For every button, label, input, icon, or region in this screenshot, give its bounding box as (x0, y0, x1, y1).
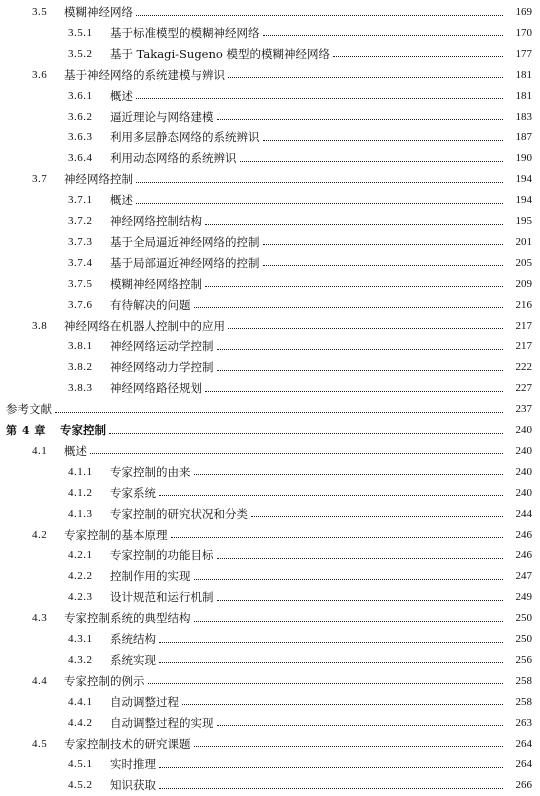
page-number: 181 (515, 68, 532, 81)
section-title: 概述 (110, 88, 133, 103)
section-title: 利用动态网络的系统辨识 (110, 151, 237, 166)
section-number: 3.6 (32, 68, 48, 81)
toc-entry (0, 106, 540, 128)
section-number: 4.5.1 (68, 758, 93, 771)
dot-leader (205, 212, 503, 225)
toc-entry (0, 64, 540, 86)
toc-entry (0, 168, 540, 190)
dot-leader (182, 692, 503, 705)
section-title: 概述 (110, 193, 133, 208)
toc-entry (0, 649, 540, 671)
page-number: 246 (515, 528, 532, 541)
dot-leader (136, 191, 503, 204)
page-number: 244 (515, 507, 532, 520)
toc-entry (0, 147, 540, 169)
section-title: 概述 (64, 443, 87, 458)
page-number: 190 (515, 152, 532, 165)
toc-entry (0, 315, 540, 337)
section-title: 有待解决的问题 (110, 297, 191, 312)
page-number: 183 (515, 110, 532, 123)
section-title: 系统结构 (110, 632, 156, 646)
toc-entry (0, 691, 540, 713)
page-number: 250 (515, 612, 532, 625)
toc-entry (0, 231, 540, 253)
dot-leader (136, 86, 503, 99)
toc-entry (0, 377, 540, 399)
dot-leader (263, 23, 504, 36)
section-title: 基于神经网络的系统建模与辨识 (64, 67, 225, 82)
page-number: 227 (515, 382, 532, 395)
section-number: 3.7.6 (68, 298, 93, 311)
page-number: 194 (515, 194, 532, 207)
chapter-entry (0, 419, 540, 441)
section-title: 自动调整过程的实现 (110, 715, 214, 730)
page-number: 240 (515, 444, 532, 457)
page-number: 177 (515, 47, 532, 60)
toc-entry (0, 43, 540, 65)
section-title: 逼近理论与网络建模 (110, 109, 214, 124)
toc-entry (0, 252, 540, 274)
dot-leader (159, 483, 503, 496)
page-number: 258 (515, 695, 532, 708)
dot-leader (194, 295, 504, 308)
toc-entry (0, 335, 540, 357)
toc-entry (0, 461, 540, 483)
toc-entry (0, 524, 540, 546)
section-number: 3.7.2 (68, 215, 93, 227)
section-title: 专家控制系统的典型结构 (64, 611, 191, 626)
dot-leader (148, 671, 504, 684)
page-number: 194 (515, 173, 532, 186)
section-title: 参考文献 (6, 402, 52, 417)
toc-entry (0, 22, 540, 44)
page-number: 209 (515, 277, 532, 290)
dot-leader (217, 588, 504, 601)
section-title: 基于全局逼近神经网络的控制 (110, 234, 260, 249)
section-number: 3.5.2 (68, 47, 93, 60)
dot-leader (263, 253, 504, 266)
page-number: 195 (515, 215, 532, 227)
toc-entry (0, 753, 540, 775)
section-number: 3.5 (32, 6, 48, 18)
section-number: 3.7.4 (68, 256, 93, 269)
section-number: 3.5.1 (68, 26, 93, 39)
dot-leader (109, 421, 503, 434)
section-title: 神经网络在机器人控制中的应用 (64, 318, 225, 333)
toc-entry (0, 1, 540, 23)
page-number: 266 (515, 779, 532, 792)
section-title: 专家控制 (60, 423, 106, 437)
section-number: 4.1.2 (68, 486, 93, 499)
section-number: 3.8.3 (68, 382, 93, 395)
section-number: 第 4 章 (6, 424, 46, 437)
dot-leader (251, 504, 503, 517)
dot-leader (194, 609, 504, 622)
page-number: 181 (515, 89, 532, 102)
page-number: 222 (515, 361, 532, 374)
toc-entry (0, 544, 540, 566)
section-number: 4.2.2 (68, 570, 93, 583)
page-number: 216 (515, 298, 532, 311)
page-number: 246 (515, 549, 532, 562)
dot-leader (194, 567, 504, 580)
section-number: 4.1.3 (68, 507, 93, 520)
dot-leader (159, 776, 503, 789)
section-title: 专家控制的例示 (64, 673, 145, 688)
section-title: 神经网络运动学控制 (110, 339, 214, 354)
section-number: 4.3.2 (68, 653, 93, 666)
toc-entry (0, 126, 540, 148)
dot-leader (333, 44, 503, 57)
dot-leader (194, 462, 504, 475)
section-number: 3.7 (32, 173, 48, 186)
section-number: 4.4.2 (68, 716, 93, 729)
dot-leader (205, 379, 503, 392)
dot-leader (217, 358, 504, 371)
page-number: 169 (515, 6, 532, 18)
page-number: 250 (515, 633, 532, 645)
section-title: 专家控制技术的研究课题 (64, 736, 191, 751)
dot-leader (217, 107, 504, 120)
page-number: 201 (515, 235, 532, 248)
section-title: 知识获取 (110, 778, 156, 793)
section-number: 4.2.1 (68, 549, 93, 562)
toc-entry (0, 607, 540, 629)
section-number: 3.7.5 (68, 277, 93, 290)
section-number: 3.7.1 (68, 194, 93, 207)
page-number: 187 (515, 131, 532, 144)
page-number: 237 (515, 403, 532, 416)
page-number: 240 (515, 424, 532, 436)
dot-leader (55, 400, 503, 413)
section-number: 3.6.1 (68, 89, 93, 102)
section-number: 3.8.2 (68, 361, 93, 374)
dot-leader (217, 546, 504, 559)
section-title: 系统实现 (110, 652, 156, 667)
toc-entry (0, 398, 540, 420)
section-number: 3.7.3 (68, 235, 93, 248)
dot-leader (263, 128, 504, 141)
section-number: 4.5 (32, 737, 48, 750)
toc-entry (0, 503, 540, 525)
dot-leader (228, 316, 503, 329)
toc-entry (0, 712, 540, 734)
section-number: 4.5.2 (68, 779, 93, 792)
toc-entry (0, 210, 540, 232)
section-title: 实时推理 (110, 757, 156, 772)
section-number: 3.8.1 (68, 340, 93, 353)
dot-leader (217, 713, 504, 726)
section-title: 模糊神经网络 (64, 5, 133, 19)
section-number: 3.6.2 (68, 110, 93, 123)
dot-leader (194, 734, 504, 747)
toc-entry (0, 294, 540, 316)
toc-entry (0, 189, 540, 211)
toc-entry (0, 482, 540, 504)
page-number: 247 (515, 570, 532, 583)
toc-entry (0, 733, 540, 755)
toc-entry (0, 356, 540, 378)
dot-leader (136, 170, 503, 183)
section-number: 4.3 (32, 612, 48, 625)
section-title: 神经网络动力学控制 (110, 360, 214, 375)
toc-entry (0, 85, 540, 107)
section-title: 利用多层静态网络的系统辨识 (110, 130, 260, 145)
page-number: 217 (515, 319, 532, 332)
section-number: 4.4.1 (68, 695, 93, 708)
section-number: 4.2 (32, 528, 48, 541)
section-title: 设计规范和运行机制 (110, 590, 214, 605)
section-title: 专家控制的功能目标 (110, 548, 214, 563)
section-title: 模糊神经网络控制 (110, 276, 202, 291)
section-title: 专家控制的由来 (110, 464, 191, 479)
page-number: 249 (515, 591, 532, 604)
dot-leader (159, 650, 503, 663)
section-title: 自动调整过程 (110, 694, 179, 709)
dot-leader (171, 525, 504, 538)
section-title: 基于标准模型的模糊神经网络 (110, 25, 260, 40)
section-title: 专家系统 (110, 485, 156, 500)
page-number: 264 (515, 737, 532, 750)
toc-entry (0, 628, 540, 650)
section-title: 神经网络路径规划 (110, 381, 202, 396)
section-number: 4.1 (32, 444, 48, 457)
dot-leader (217, 337, 504, 350)
section-title: 专家控制的研究状况和分类 (110, 506, 248, 521)
page-number: 258 (515, 674, 532, 687)
page-number: 170 (515, 26, 532, 39)
section-title: 基于 Takagi-Sugeno 模型的模糊神经网络 (110, 46, 330, 61)
toc-entry (0, 440, 540, 462)
page-number: 205 (515, 256, 532, 269)
dot-leader (159, 630, 503, 643)
toc-entry (0, 670, 540, 692)
page-number: 256 (515, 653, 532, 666)
section-title: 基于局部逼近神经网络的控制 (110, 255, 260, 270)
dot-leader (205, 274, 503, 287)
dot-leader (228, 65, 503, 78)
page-number: 240 (515, 465, 532, 478)
page-number: 263 (515, 716, 532, 729)
toc-entry (0, 586, 540, 608)
dot-leader (136, 3, 503, 16)
dot-leader (159, 755, 503, 768)
toc-entry (0, 565, 540, 587)
section-title: 神经网络控制结构 (110, 214, 202, 228)
page-number: 217 (515, 340, 532, 353)
toc-entry (0, 273, 540, 295)
section-number: 4.3.1 (68, 633, 93, 645)
dot-leader (263, 232, 504, 245)
page-number: 240 (515, 486, 532, 499)
section-number: 3.6.4 (68, 152, 93, 165)
section-number: 4.1.1 (68, 465, 93, 478)
dot-leader (240, 149, 504, 162)
toc-entry (0, 774, 540, 796)
section-number: 3.8 (32, 319, 48, 332)
section-number: 4.2.3 (68, 591, 93, 604)
dot-leader (90, 441, 503, 454)
section-number: 4.4 (32, 674, 48, 687)
section-number: 3.6.3 (68, 131, 93, 144)
page-number: 264 (515, 758, 532, 771)
section-title: 控制作用的实现 (110, 569, 191, 584)
section-title: 专家控制的基本原理 (64, 527, 168, 542)
section-title: 神经网络控制 (64, 172, 133, 187)
